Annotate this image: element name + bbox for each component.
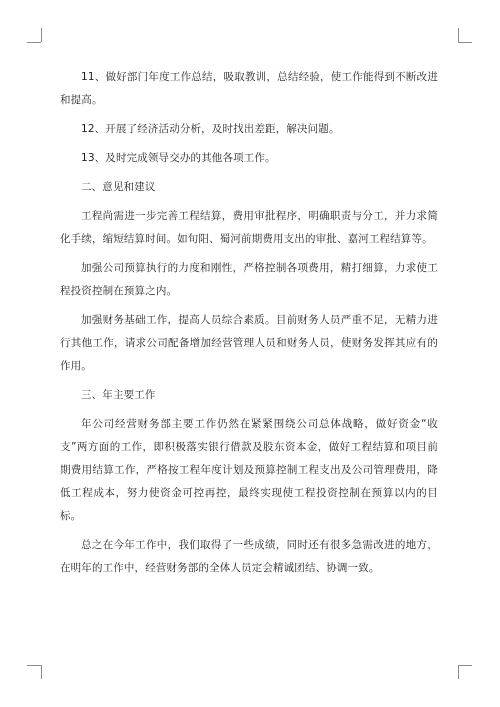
- section-heading-suggestions: 二、意见和建议: [81, 181, 156, 193]
- paragraph-item-11: 11、做好部门年度工作总结，吸取教训，总结经验，使工作能得到不断改进和提高。: [60, 71, 438, 106]
- section-heading-annual-work: 三、年主要工作: [81, 389, 156, 401]
- paragraph-conclusion: 总之在今年工作中，我们取得了一些成绩，同时还有很多急需改进的地方，在明年的工作中，经营财务部的全体人员定会精诚团结、协调一致。: [60, 539, 438, 574]
- paragraph-item-13: 13、及时完成领导交办的其他各项工作。: [81, 152, 276, 164]
- paragraph-settlement: 工程尚需进一步完善工程结算，费用审批程序，明确职责与分工，并力求简化手续，缩短结算时间。如旬阳、蜀河前期费用支出的审批、嘉河工程结算等。: [60, 210, 438, 245]
- document-body: [60, 66, 438, 586]
- paragraph-budget: 加强公司预算执行的力度和刚性，严格控制各项费用，精打细算，力求使工程投资控制在预算之内。: [60, 262, 438, 297]
- paragraph-annual-plan: 年公司经营财务部主要工作仍然在紧紧围绕公司总体战略，做好资金“收支”两方面的工作，即积极落实银行借款及股东资本金，做好工程结算和项目前期费用结算工作，严格按工程年度计划及预算控制工程支出及公司管理费用，降低工程成本，努力使资金可控再控，最终实现使工程投资控制在预算以内的目标。: [60, 418, 438, 522]
- paragraph-item-12: 12、开展了经济活动分析，及时找出差距，解决问题。: [81, 123, 340, 135]
- paragraph-finance-staff: 加强财务基础工作，提高人员综合素质。目前财务人员严重不足，无精力进行其他工作，请求公司配备增加经营管理人员和财务人员，使财务发挥其应有的作用。: [60, 314, 438, 372]
